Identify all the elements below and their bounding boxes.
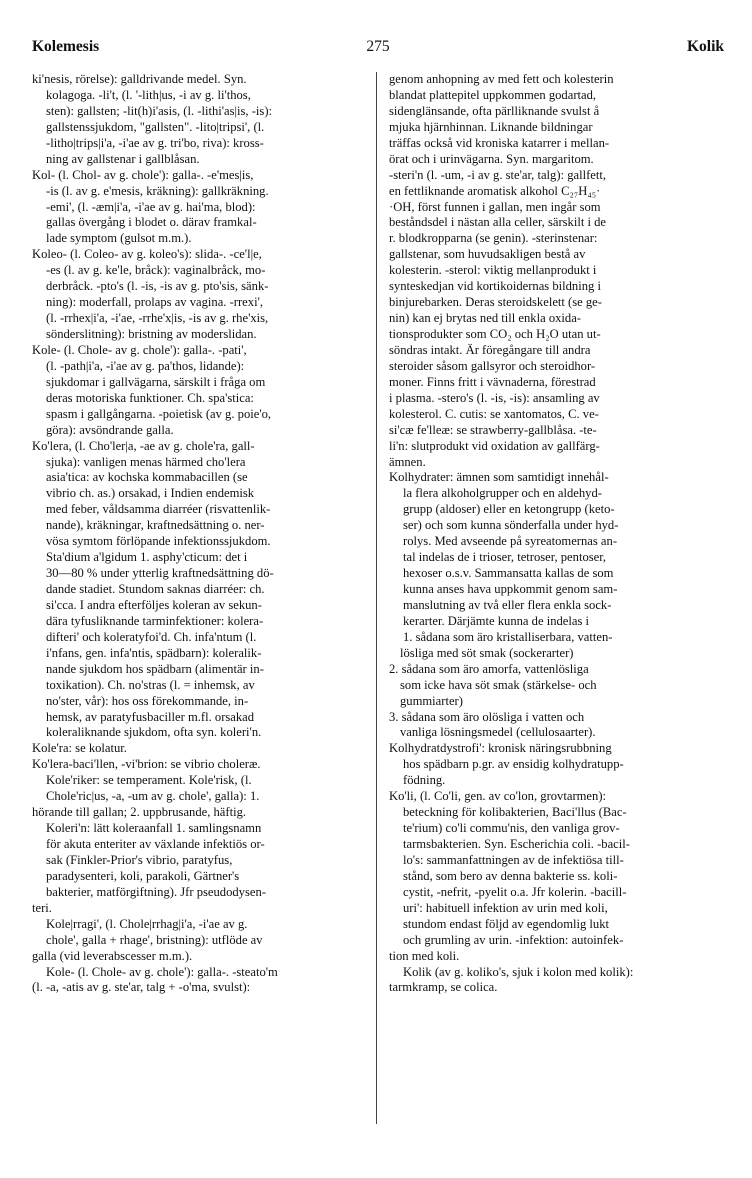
text-line: Kole'riker: se temperament. Kole'risk, (l. [46, 773, 252, 788]
text-line: binjurebarken. Deras steroidskelett (se ge- [389, 295, 602, 310]
text-line: nande), kräkningar, kraftnedsättning o. ner- [46, 518, 265, 533]
text-line: sönderslitning): bristning av moderslidan. [46, 327, 257, 341]
text-line: Kolhydrater: ämnen som samtidigt innehål- [389, 470, 609, 485]
text-line: kunna anses hava uppkommit genom sam- [403, 582, 618, 596]
text-line: chole', galla + rhage', bristning): utflöde av [46, 932, 263, 947]
text-line: -is (l. av g. e'mesis, kräkning): gallkräkning. [46, 183, 269, 198]
text-line: 30—80 % under ytterlig kraftnedsättning dö- [46, 566, 274, 581]
text-line: hörande till gallan; 2. uppbrusande, häftig. [32, 805, 247, 820]
text-line: toxikation). Ch. no'stras (l. = inhemsk, av [46, 677, 255, 692]
text-line: träffas också vid kroniska katarrer i mellan- [389, 135, 610, 150]
text-line: som icke hava söt smak (stärkelse- och [400, 677, 597, 692]
text-line: gummiarter) [400, 693, 463, 708]
text-line: 3. sådana som äro olösliga i vatten och [389, 709, 585, 724]
text-line: 1. sådana som äro kristalliserbara, vatten- [403, 629, 613, 644]
text-line: kolesterol. C. cutis: se xantomatos, C. ve- [389, 406, 599, 421]
text-line: Koleo- (l. Coleo- av g. koleo's): slida-. -ce'l|e, [32, 247, 262, 262]
text-line: grupp (aldoser) eller en ketongrupp (keto- [403, 502, 615, 517]
text-line: beteckning för kolibakterien, Baci'llus (Bac- [403, 805, 627, 820]
text-line: Sta'dium a'lgidum 1. asphy'cticum: det i [46, 550, 248, 565]
text-line: (l. -path|i'a, -i'ae av g. pa'thos, lidande): [46, 358, 245, 373]
text-line: nande sjukdom hos spädbarn (alimentär in- [46, 661, 264, 676]
text-line: la flera alkoholgrupper och en aldehyd- [403, 486, 602, 501]
text-line: vösa symtom förlöpande infektionssjukdom. [46, 534, 271, 549]
text-line: galla (vid leverabscesser m.m.). [32, 948, 193, 963]
text-line: födning. [403, 773, 446, 788]
header-last-entry: Kolik [686, 38, 724, 55]
text-line: Kole'ra: se kolatur. [32, 741, 127, 756]
column-divider [376, 72, 377, 1124]
text-line: si'cæ fe'lleæ: se strawberry-gallblåsa. -te- [389, 422, 597, 437]
text-line: mjuka hjärnhinnan. Liknande bildningar [389, 119, 593, 134]
text-line: Chole'ric|us, -a, -um av g. chole', galla): 1. [46, 789, 260, 804]
text-line: Ko'lera-baci'llen, -vi'brion: se vibrio choleræ. [32, 757, 261, 772]
text-line: gallas övergång i blodet o. därav framkal- [46, 215, 257, 230]
text-line: tal indelas de i trioser, tetroser, pentoser, [403, 550, 607, 565]
text-line: ämnen. [389, 454, 426, 469]
text-line: Kol- (l. Chol- av g. chole'): galla-. -e'mes|is, [32, 167, 254, 182]
text-line: Kole|rragi', (l. Chole|rrhag|i'a, -i'ae av g. [46, 916, 248, 931]
text-line: vanliga lösningsmedel (cellulosaarter). [400, 725, 596, 740]
text-line: sten): gallsten; -lit(h)i'asis, (l. -lithi'as|is, -is): [46, 103, 273, 118]
text-line: Kolik (av g. koliko's, sjuk i kolon med kolik): [403, 964, 634, 979]
text-line: derbråck. -pto's (l. -is, -is av g. pto'sis, sänk- [46, 279, 269, 294]
text-line: Kolhydratdystrofi': kronisk näringsrubbning [389, 741, 612, 756]
text-line: tion med koli. [389, 948, 460, 963]
text-line: paradysenteri, koli, parakoli, Gärtner's [46, 868, 240, 883]
text-line: ning av gallstenar i gallblåsan. [46, 151, 200, 166]
text-line: ser) och som kunna sönderfalla under hyd- [403, 518, 619, 533]
text-line: synteskedjan vid kortikoidernas bildning i [389, 279, 601, 294]
text-line: -emi', (l. -æm|i'a, -i'ae av g. hai'ma, blod): [46, 199, 256, 214]
text-line: Ko'lera, (l. Cho'ler|a, -ae av g. chole'ra, gall- [32, 438, 255, 453]
text-line: ki'nesis, rörelse): galldrivande medel. Syn. [32, 72, 247, 86]
text-line: dande stadiet. Stundom saknas diarréer: ch. [46, 582, 265, 596]
text-line: 2. sådana som äro amorfa, vattenlösliga [389, 661, 589, 676]
text-line: kolagoga. -li't, (l. '-lith|us, -i av g. li'thos, [46, 87, 251, 102]
text-line: te'rium) co'li commu'nis, den vanliga grov- [403, 821, 620, 836]
text-line: lade symptom (gulsot m.m.). [46, 231, 192, 246]
text-line: lösliga med söt smak (sockerarter) [400, 645, 574, 660]
right-column [389, 72, 722, 996]
text-line: vibrio ch. as.) orsakad, i Indien endemisk [46, 486, 255, 501]
text-line: blandat plattepitel uppkommen godartad, [389, 87, 597, 102]
text-line: tionsprodukter som CO₂ och H₂O utan ut- [389, 327, 601, 341]
text-line: Kole- (l. Chole- av g. chole'): galla-. -steato'm [46, 964, 278, 979]
text-line: bakterier, matförgiftning). Jfr pseudodysen- [46, 884, 266, 899]
text-line: tarmsbakterien. Syn. Escherichia coli. -bacil- [403, 837, 630, 851]
text-line: i plasma. -stero's (l. -is, -is): ansamling av [389, 390, 600, 405]
text-line: Koleri'n: lätt koleraanfall 1. samlingsnamn [46, 821, 262, 836]
text-line: teri. [32, 900, 52, 915]
text-line: gallstenssjukdom, "gallsten". -lito|tripsi', (l. [46, 119, 265, 134]
text-line: hemsk, av paratyfusbaciller m.fl. orsakad [46, 709, 255, 724]
text-line: sjukdomar i gallvägarna, särskilt i fråga om [46, 374, 266, 389]
text-line: manslutning av två eller flera enkla sock- [403, 597, 612, 612]
page-header [32, 38, 724, 62]
text-line: sjuka): vanligen menas härmed cho'lera [46, 454, 246, 469]
left-column [32, 72, 363, 996]
text-line: örat och i urinvägarna. Syn. margaritom. [389, 151, 594, 166]
text-line: tarmkramp, se colica. [389, 980, 498, 995]
page-number: 275 [366, 38, 390, 55]
text-line: kerarter. Därjämte kunna de indelas i [403, 613, 590, 628]
text-line: -steri'n (l. -um, -i av g. ste'ar, talg): gallfett, [389, 167, 607, 182]
text-line: steroider såsom gallsyror och steroidhor- [389, 358, 596, 373]
text-line: sidenglänsande, ofta pärlliknande svulst å [389, 103, 600, 118]
text-line: i'nfans, gen. infa'ntis, spädbarn): koleralik- [46, 645, 262, 660]
text-line: en fettliknande aromatisk alkohol C₂₇H₄₅· [389, 183, 601, 198]
text-line: Ko'li, (l. Co'li, gen. av co'lon, grovtarmen): [389, 789, 607, 804]
text-line: deras motoriska funktioner. Ch. spa'stica: [46, 390, 254, 405]
text-line: cystit, -nefrit, -pyelit o.a. Jfr kolerin. -bacill- [403, 884, 627, 899]
text-line: sak (Finkler-Prior's vibrio, paratyfus, [46, 852, 233, 867]
text-line: med feber, våldsamma diarréer (risvattenlik- [46, 502, 271, 517]
text-line: spasm i gallgångarna. -poietisk (av g. poie'o, [46, 406, 272, 421]
header-first-entry: Kolemesis [32, 38, 100, 55]
text-line: dära tyfusliknande tarminfektioner: kolera- [46, 613, 264, 628]
text-line: nin) kan ej brytas ned till enkla oxida- [389, 311, 581, 326]
text-line: gallstenar, som huvudsakligen bestå av [389, 247, 586, 262]
text-line: hexoser o.s.v. Sammansatta kallas de som [403, 566, 614, 581]
text-line: moner. Finns fritt i vävnaderna, förestrad [389, 374, 596, 389]
text-line: -es (l. av g. ke'le, bråck): vaginalbråck, mo- [46, 263, 266, 278]
text-line: stundom endast följd av egendomlig lukt [403, 916, 610, 931]
text-line: li'n: slutprodukt vid oxidation av gallfärg- [389, 438, 600, 453]
text-line: rolys. Med avseende på syreatomernas an- [403, 534, 618, 549]
text-line: si'cca. I andra efterföljes koleran av sekun- [46, 597, 262, 612]
text-line: genom anhopning av med fett och kolesterin [389, 72, 614, 86]
text-line: asia'tica: av kochska kommabacillen (se [46, 470, 248, 485]
text-line: -litho|trips|i'a, -i'ae av g. tri'bo, riva): kross- [46, 135, 264, 150]
text-line: hos spädbarn p.gr. av ensidig kolhydratupp- [403, 757, 624, 772]
text-line: (l. -rrhex|i'a, -i'ae, -rrhe'x|is, -is av g. rhe'xis, [46, 311, 269, 326]
text-line: koleraliknande sjukdom, ofta syn. koleri'n. [46, 725, 262, 740]
text-line: beståndsdel i nästan alla celler, särskilt i de [389, 215, 607, 230]
text-line: ning): moderfall, prolaps av vagina. -rrexi', [46, 295, 263, 310]
text-line: för akuta enteriter av växlande infektiös or- [46, 837, 265, 851]
text-line: lo's: sammanfattningen av de infektiösa till- [403, 852, 624, 867]
text-line: stånd, som bero av denna bakterie ss. koli- [403, 868, 618, 883]
text-line: difteri' och koleratyfoi'd. Ch. infa'ntum (l. [46, 629, 257, 644]
text-line: kolesterin. -sterol: viktig mellanprodukt i [389, 263, 597, 278]
text-line: ·OH, först funnen i gallan, men ingår som [389, 199, 601, 214]
text-line: göra): avsöndrande galla. [46, 422, 174, 437]
text-line: och grumling av urin. -infektion: autoinfek- [403, 932, 624, 947]
text-line: no'ster, vår): hos oss förekommande, in- [46, 693, 249, 708]
text-line: uri': habituell infektion av urin med koli, [403, 900, 608, 915]
text-line: r. blodkropparna (se genin). -sterinstenar: [389, 231, 598, 246]
text-line: (l. -a, -atis av g. ste'ar, talg + -o'ma, svulst): [32, 980, 251, 995]
text-line: söndras intakt. Är föregångare till andra [389, 342, 591, 357]
text-line: Kole- (l. Chole- av g. chole'): galla-. -pati', [32, 342, 247, 357]
